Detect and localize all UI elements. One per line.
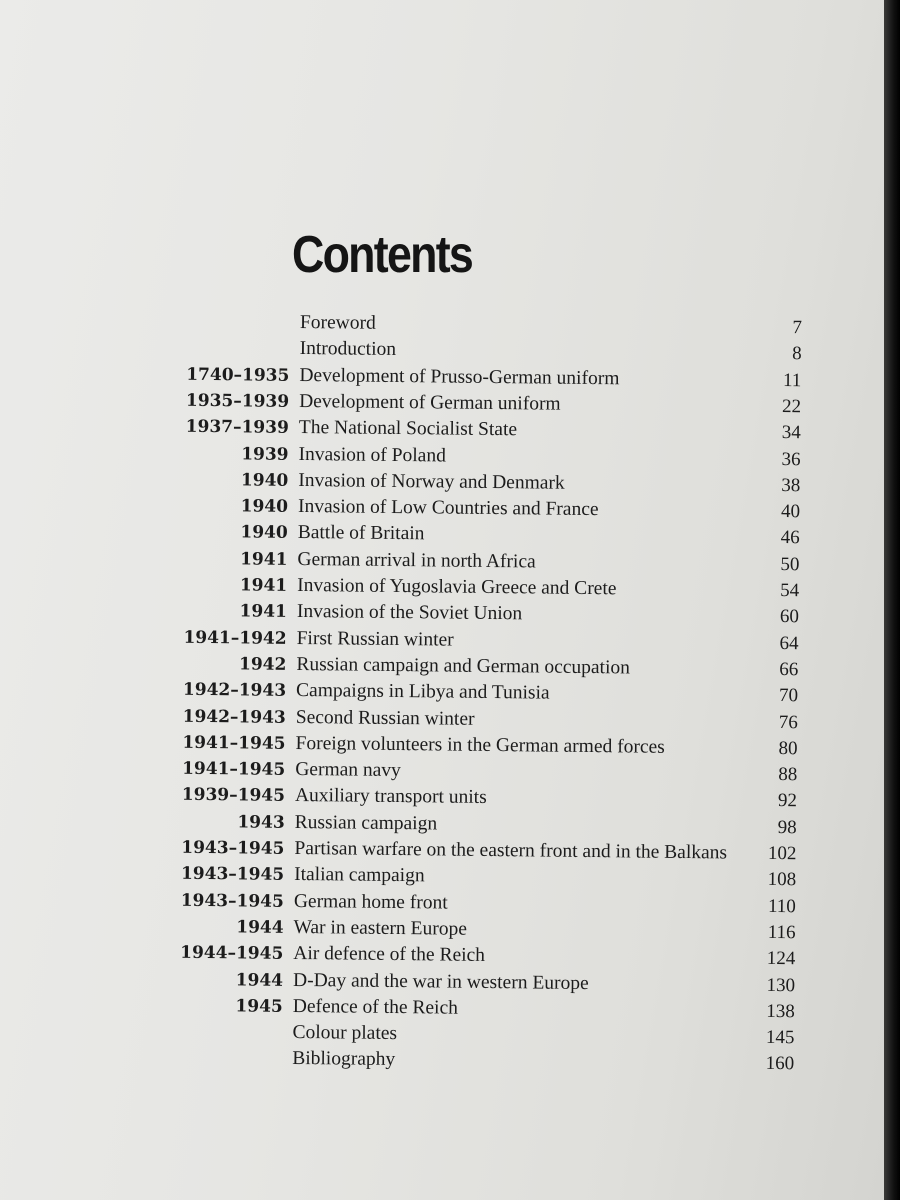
- toc-entry-page: 102: [767, 842, 797, 865]
- toc-entry-years: 1740–1935: [186, 364, 290, 386]
- toc-entry-title: Invasion of Norway and Denmark: [298, 469, 565, 494]
- toc-entry-years: 1939: [241, 443, 289, 465]
- contents-heading: Contents: [292, 226, 473, 284]
- toc-entry-title: German navy: [295, 759, 401, 782]
- toc-entry-page: 22: [781, 395, 802, 418]
- toc-entry-years: 1943–1945: [180, 864, 285, 886]
- toc-entry-page: 66: [779, 658, 799, 681]
- toc-entry-years: 1941: [240, 549, 288, 570]
- toc-entry-years: 1941–1945: [182, 732, 286, 754]
- toc-entry-page: 7: [792, 317, 803, 339]
- toc-entry-title: D-Day and the war in western Europe: [292, 969, 589, 994]
- toc-entry-years: 1942–1943: [182, 679, 287, 702]
- toc-entry-years: 1943–1945: [180, 890, 284, 912]
- toc-entry-title: Development of Prusso-German uniform: [299, 364, 620, 389]
- toc-entry-title: Development of German uniform: [299, 390, 561, 415]
- toc-entry-page: 60: [779, 606, 800, 628]
- toc-entry-years: 1941: [239, 575, 288, 596]
- toc-entry-page: 116: [767, 921, 796, 944]
- toc-entry-title: First Russian winter: [296, 627, 454, 651]
- toc-entry-title: Colour plates: [292, 1022, 398, 1045]
- page-edge-shadow: [884, 0, 900, 1200]
- toc-entry-page: 70: [778, 685, 799, 707]
- toc-entry-page: 40: [780, 501, 801, 523]
- toc-entry-title: Bibliography: [292, 1048, 396, 1071]
- toc-entry-years: 1943: [237, 812, 285, 833]
- toc-entry-title: Defence of the Reich: [292, 995, 459, 1019]
- toc-entry-page: 98: [777, 816, 797, 838]
- toc-entry-years: 1940: [240, 496, 289, 517]
- toc-entry-years: 1940: [240, 470, 289, 491]
- toc-entry-years: 1941: [239, 601, 288, 623]
- toc-entry-years: 1937–1939: [185, 416, 289, 439]
- toc-entry-years: 1945: [235, 996, 283, 1017]
- toc-entry-title: Invasion of Yugoslavia Greece and Crete: [297, 574, 617, 600]
- toc-entry-page: 38: [781, 474, 801, 497]
- toc-entry-page: 145: [765, 1026, 795, 1049]
- toc-entry-title: Foreword: [299, 311, 376, 334]
- toc-entry-years: 1942: [238, 654, 287, 675]
- toc-entry-years: 1944: [235, 969, 284, 991]
- toc-entry-page: 110: [767, 895, 796, 917]
- toc-entry-page: 80: [778, 737, 798, 760]
- toc-entry-page: 130: [766, 974, 796, 996]
- toc-entry-title: Campaigns in Libya and Tunisia: [295, 680, 550, 704]
- toc-entry-page: 92: [777, 790, 798, 812]
- toc-entry-years: 1941–1945: [182, 758, 286, 780]
- toc-entry-title: Battle of Britain: [297, 522, 425, 545]
- toc-entry-title: Italian campaign: [294, 864, 425, 887]
- toc-entry-title: Invasion of Poland: [298, 443, 447, 467]
- toc-entry-page: 46: [780, 527, 800, 549]
- toc-entry-title: Introduction: [299, 338, 397, 361]
- toc-entry-title: Second Russian winter: [295, 706, 475, 730]
- toc-entry-title: German arrival in north Africa: [297, 548, 536, 573]
- toc-entry-page: 36: [781, 448, 801, 470]
- toc-entry-title: Auxiliary transport units: [294, 785, 487, 809]
- toc-entry-page: 88: [778, 764, 798, 786]
- toc-entry-years: 1944: [236, 917, 284, 938]
- toc-entry-page: 8: [792, 343, 802, 365]
- toc-entry-years: 1941–1942: [183, 627, 287, 649]
- toc-entry-years: 1940: [240, 522, 288, 544]
- toc-entry-page: 34: [781, 422, 801, 444]
- toc-entry-title: War in eastern Europe: [293, 916, 468, 940]
- toc-entry-page: 64: [779, 632, 799, 654]
- toc-entry-page: 76: [778, 711, 798, 733]
- toc-entry-page: 138: [766, 1000, 795, 1022]
- toc-entry-page: 160: [765, 1053, 795, 1075]
- toc-entry-page: 124: [766, 948, 796, 970]
- toc-entry-years: 1939–1945: [181, 785, 286, 807]
- toc-entry-title: Russian campaign and German occupation: [296, 653, 631, 679]
- toc-entry-years: 1944–1945: [180, 942, 284, 965]
- toc-entry-years: 1943–1945: [181, 837, 285, 859]
- toc-entry-page: 108: [767, 869, 797, 891]
- toc-entry-title: Russian campaign: [294, 811, 438, 835]
- toc-entry-title: Invasion of Low Countries and France: [297, 496, 599, 521]
- toc-entry-page: 11: [782, 369, 802, 391]
- toc-entry-page: 54: [780, 580, 800, 602]
- toc-entry-page: 50: [780, 553, 800, 575]
- toc-entry-years: 1942–1943: [182, 706, 286, 728]
- toc-entry-title: The National Socialist State: [298, 417, 518, 441]
- toc-entry-title: Invasion of the Soviet Union: [296, 601, 523, 625]
- toc-entry-title: German home front: [293, 890, 448, 914]
- toc-entry-years: 1935–1939: [185, 390, 290, 412]
- toc-entry-title: Air defence of the Reich: [293, 943, 486, 967]
- toc-entry-title: Foreign volunteers in the German armed forces: [295, 732, 665, 758]
- toc-entry-title: Partisan warfare on the eastern front and in the Balkans: [294, 837, 728, 864]
